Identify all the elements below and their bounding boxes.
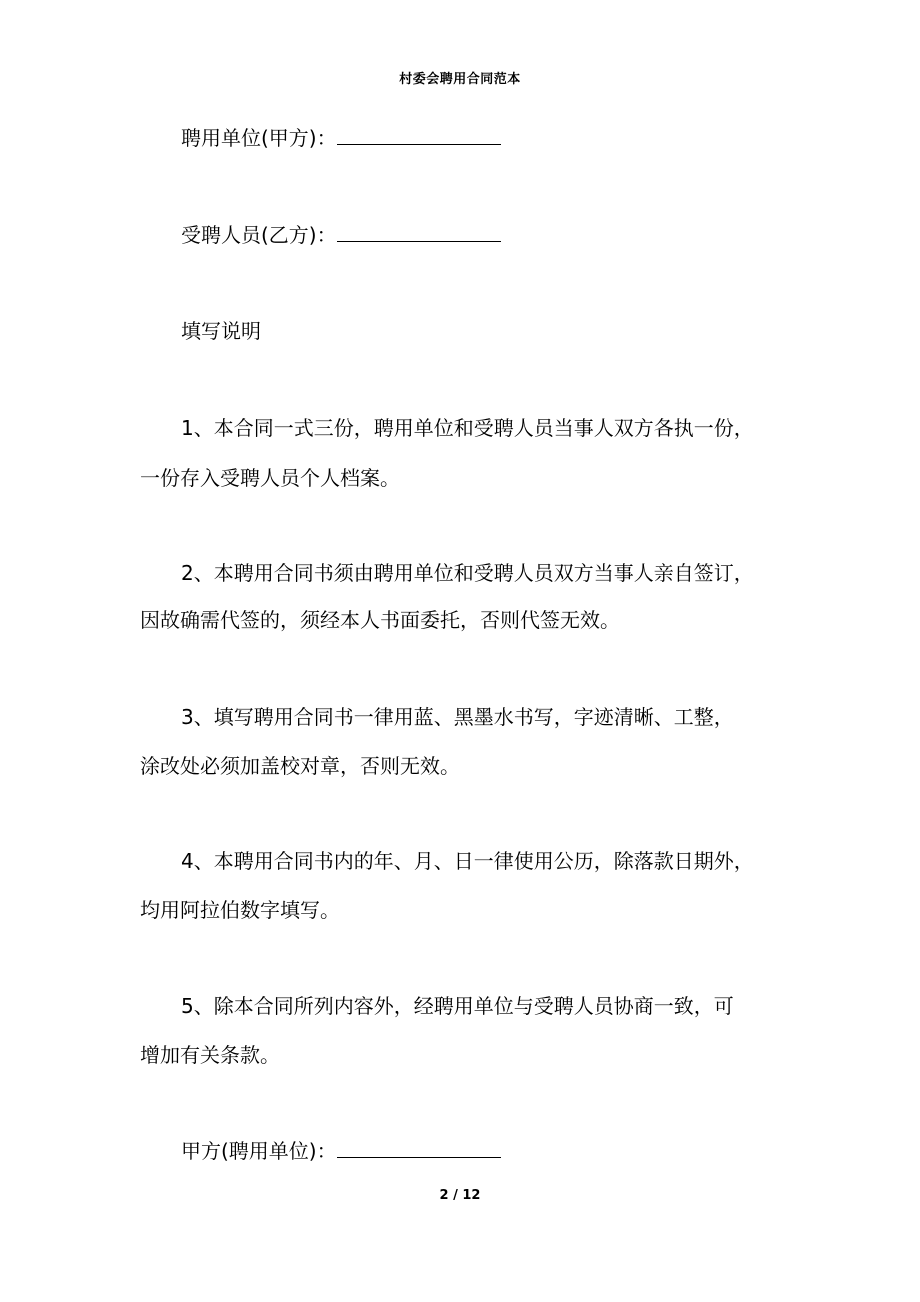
party-a-field (181, 1137, 501, 1165)
party-a-label: 甲方(聘用单位)： (181, 1139, 337, 1163)
employee-field (181, 221, 501, 249)
instruction-3-line1: 3、填写聘用合同书一律用蓝、黑墨水书写，字迹清晰、工整， (181, 705, 734, 729)
instruction-5-line1: 5、除本合同所列内容外，经聘用单位与受聘人员协商一致，可 (181, 994, 734, 1018)
instruction-4-line2: 均用阿拉伯数字填写。 (140, 898, 340, 922)
instruction-5-line2: 增加有关条款。 (140, 1043, 280, 1067)
instructions-heading: 填写说明 (181, 319, 261, 343)
employer-blank-line (337, 124, 501, 145)
instruction-3-line2: 涂改处必须加盖校对章，否则无效。 (140, 754, 460, 778)
employer-label: 聘用单位(甲方)： (181, 126, 337, 150)
employer-field (181, 124, 501, 152)
instruction-2-line1: 2、本聘用合同书须由聘用单位和受聘人员双方当事人亲自签订， (181, 561, 754, 585)
instruction-2-line2: 因故确需代签的，须经本人书面委托，否则代签无效。 (140, 608, 620, 632)
page-header-title: 村委会聘用合同范本 (399, 72, 521, 87)
employee-label: 受聘人员(乙方)： (181, 223, 337, 247)
employee-blank-line (337, 221, 501, 242)
instruction-1-line2: 一份存入受聘人员个人档案。 (140, 466, 400, 490)
instruction-4-line1: 4、本聘用合同书内的年、月、日一律使用公历，除落款日期外， (181, 849, 754, 873)
instruction-1-line1: 1、本合同一式三份，聘用单位和受聘人员当事人双方各执一份， (181, 416, 754, 440)
party-a-blank-line (337, 1137, 501, 1158)
page-number: 2 / 12 (439, 1188, 481, 1203)
